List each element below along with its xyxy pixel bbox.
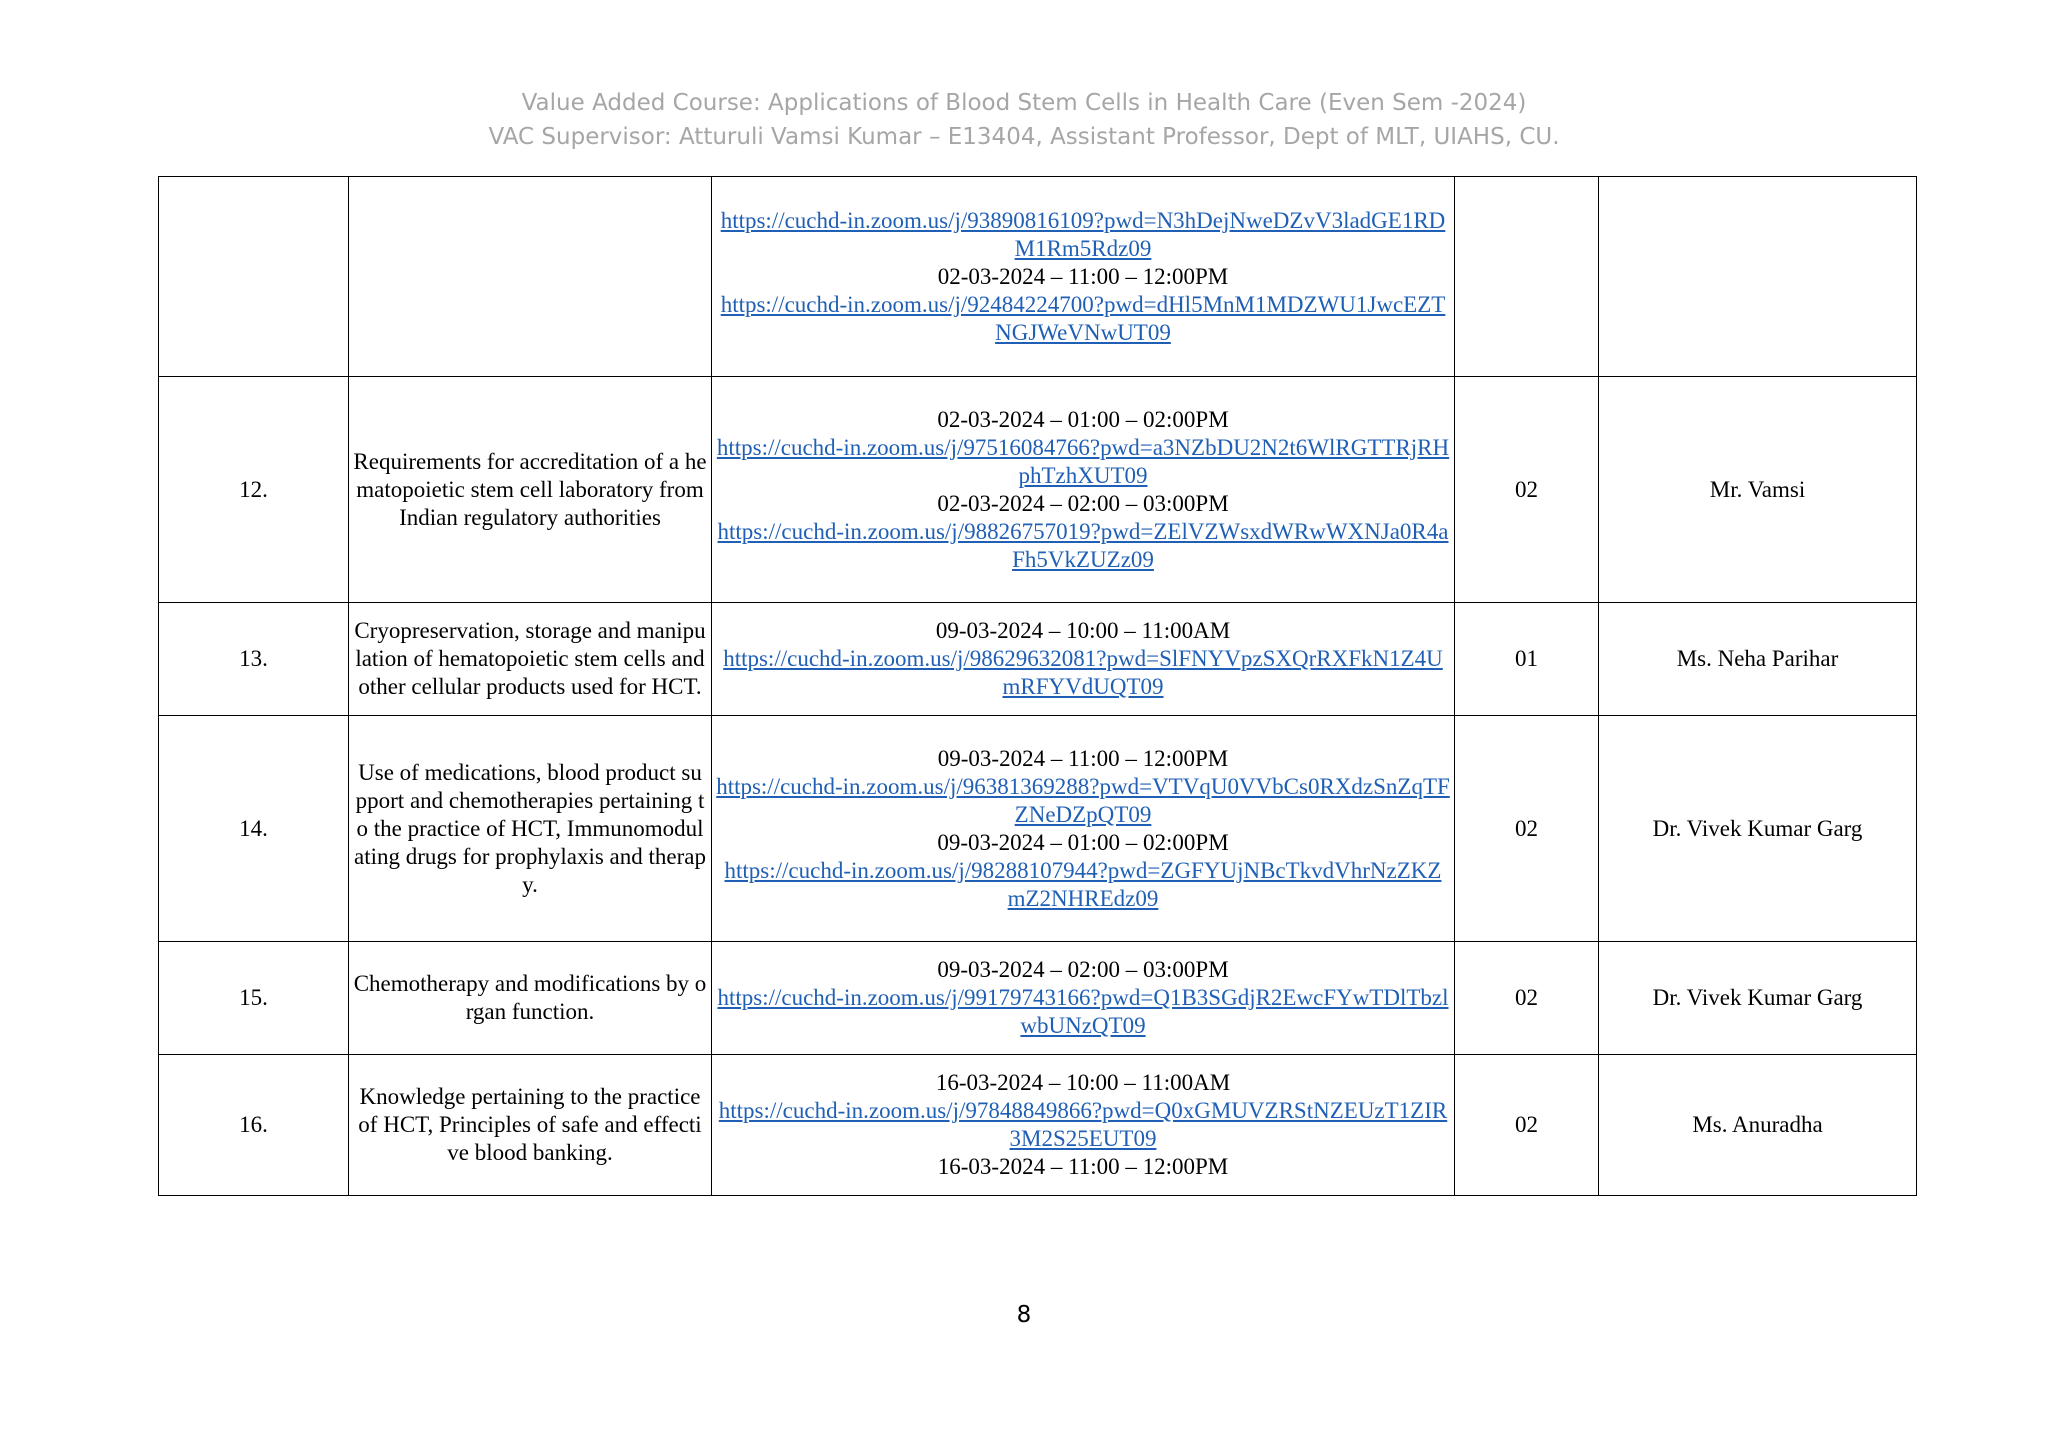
zoom-link[interactable]: https://cuchd-in.zoom.us/j/97516084766?pwd=a3NZbDU2N2t6WlRGTTRjRHphTzhXUT09 xyxy=(716,434,1450,488)
serial-number-cell: 12. xyxy=(159,377,349,603)
table-row xyxy=(159,177,1917,377)
hours-cell: 01 xyxy=(1455,603,1599,716)
session-link-line xyxy=(716,207,1450,263)
table-row xyxy=(159,716,1917,942)
serial-number-cell: 15. xyxy=(159,942,349,1055)
sessions-cell xyxy=(712,603,1455,716)
table-row xyxy=(159,603,1917,716)
table-row xyxy=(159,942,1917,1055)
topic-cell: Use of medications, blood product support and chemotherapies pertaining to the practice of HCT, Immunomodulating drugs for prophylaxis and therapy. xyxy=(349,716,712,942)
topic-cell xyxy=(349,177,712,377)
schedule-table xyxy=(158,176,1917,1196)
session-datetime: 09-03-2024 – 02:00 – 03:00PM xyxy=(937,957,1229,982)
sessions-cell xyxy=(712,177,1455,377)
zoom-link[interactable]: https://cuchd-in.zoom.us/j/98629632081?pwd=SlFNYVpzSXQrRXFkN1Z4UmRFYVdUQT09 xyxy=(723,646,1443,699)
session-link-line xyxy=(716,434,1450,490)
session-datetime: 09-03-2024 – 01:00 – 02:00PM xyxy=(937,829,1229,855)
session-datetime: 02-03-2024 – 11:00 – 12:00PM xyxy=(937,263,1229,289)
sessions-cell xyxy=(712,377,1455,603)
sessions-cell xyxy=(712,1055,1455,1196)
hours-cell: 02 xyxy=(1455,1055,1599,1196)
serial-number-cell: 16. xyxy=(159,1055,349,1196)
serial-number-cell: 14. xyxy=(159,716,349,942)
sessions-cell xyxy=(712,716,1455,942)
session-datetime: 02-03-2024 – 02:00 – 03:00PM xyxy=(937,490,1229,516)
zoom-link[interactable]: https://cuchd-in.zoom.us/j/96381369288?pwd=VTVqU0VVbCs0RXdzSnZqTFZNeDZpQT09 xyxy=(716,773,1450,827)
zoom-link[interactable]: https://cuchd-in.zoom.us/j/92484224700?pwd=dHl5MnM1MDZWU1JwcEZTNGJWeVNwUT09 xyxy=(720,291,1446,345)
course-title: Value Added Course: Applications of Blood Stem Cells in Health Care (Even Sem -2024) xyxy=(521,90,1527,116)
page-number: 8 xyxy=(1016,1302,1032,1328)
faculty-cell: Ms. Neha Parihar xyxy=(1599,603,1917,716)
hours-cell: 02 xyxy=(1455,716,1599,942)
faculty-cell: Dr. Vivek Kumar Garg xyxy=(1599,716,1917,942)
session-link-line xyxy=(716,1097,1450,1153)
topic-cell: Requirements for accreditation of a hematopoietic stem cell laboratory from Indian regulatory authorities xyxy=(349,377,712,603)
session-link-line xyxy=(716,773,1450,829)
faculty-cell: Dr. Vivek Kumar Garg xyxy=(1599,942,1917,1055)
faculty-cell: Mr. Vamsi xyxy=(1599,377,1917,603)
session-link-line xyxy=(716,857,1450,913)
faculty-cell xyxy=(1599,177,1917,377)
table-row xyxy=(159,377,1917,603)
session-datetime: 02-03-2024 – 01:00 – 02:00PM xyxy=(937,406,1229,432)
serial-number-cell: 13. xyxy=(159,603,349,716)
zoom-link[interactable]: https://cuchd-in.zoom.us/j/98288107944?pwd=ZGFYUjNBcTkvdVhrNzZKZmZ2NHREdz09 xyxy=(724,857,1442,911)
session-link-line xyxy=(716,984,1450,1040)
session-link-line xyxy=(716,518,1450,574)
session-datetime: 16-03-2024 – 11:00 – 12:00PM xyxy=(937,1154,1229,1179)
topic-cell: Knowledge pertaining to the practice of HCT, Principles of safe and effective blood banking. xyxy=(349,1055,712,1196)
zoom-link[interactable]: https://cuchd-in.zoom.us/j/93890816109?pwd=N3hDejNweDZvV3ladGE1RDM1Rm5Rdz09 xyxy=(720,207,1446,261)
sessions-cell xyxy=(712,942,1455,1055)
session-link-line xyxy=(716,645,1450,701)
zoom-link[interactable]: https://cuchd-in.zoom.us/j/97848849866?pwd=Q0xGMUVZRStNZEUzT1ZIR3M2S25EUT09 xyxy=(718,1098,1448,1151)
session-datetime: 16-03-2024 – 10:00 – 11:00AM xyxy=(935,1070,1231,1095)
page-header xyxy=(0,86,2048,154)
session-link-line xyxy=(716,291,1450,347)
table-row xyxy=(159,1055,1917,1196)
zoom-link[interactable]: https://cuchd-in.zoom.us/j/98826757019?pwd=ZElVZWsxdWRwWXNJa0R4aFh5VkZUZz09 xyxy=(717,518,1449,572)
zoom-link[interactable]: https://cuchd-in.zoom.us/j/99179743166?pwd=Q1B3SGdjR2EwcFYwTDlTbzlwbUNzQT09 xyxy=(717,985,1449,1038)
topic-cell: Cryopreservation, storage and manipulation of hematopoietic stem cells and other cellular products used for HCT. xyxy=(349,603,712,716)
hours-cell: 02 xyxy=(1455,377,1599,603)
serial-number-cell xyxy=(159,177,349,377)
supervisor-line: VAC Supervisor: Atturuli Vamsi Kumar – E13404, Assistant Professor, Dept of MLT, UIAHS, CU. xyxy=(488,124,1560,150)
hours-cell: 02 xyxy=(1455,942,1599,1055)
hours-cell xyxy=(1455,177,1599,377)
faculty-cell: Ms. Anuradha xyxy=(1599,1055,1917,1196)
session-datetime: 09-03-2024 – 10:00 – 11:00AM xyxy=(935,618,1231,643)
session-datetime: 09-03-2024 – 11:00 – 12:00PM xyxy=(937,745,1229,771)
topic-cell: Chemotherapy and modifications by organ function. xyxy=(349,942,712,1055)
